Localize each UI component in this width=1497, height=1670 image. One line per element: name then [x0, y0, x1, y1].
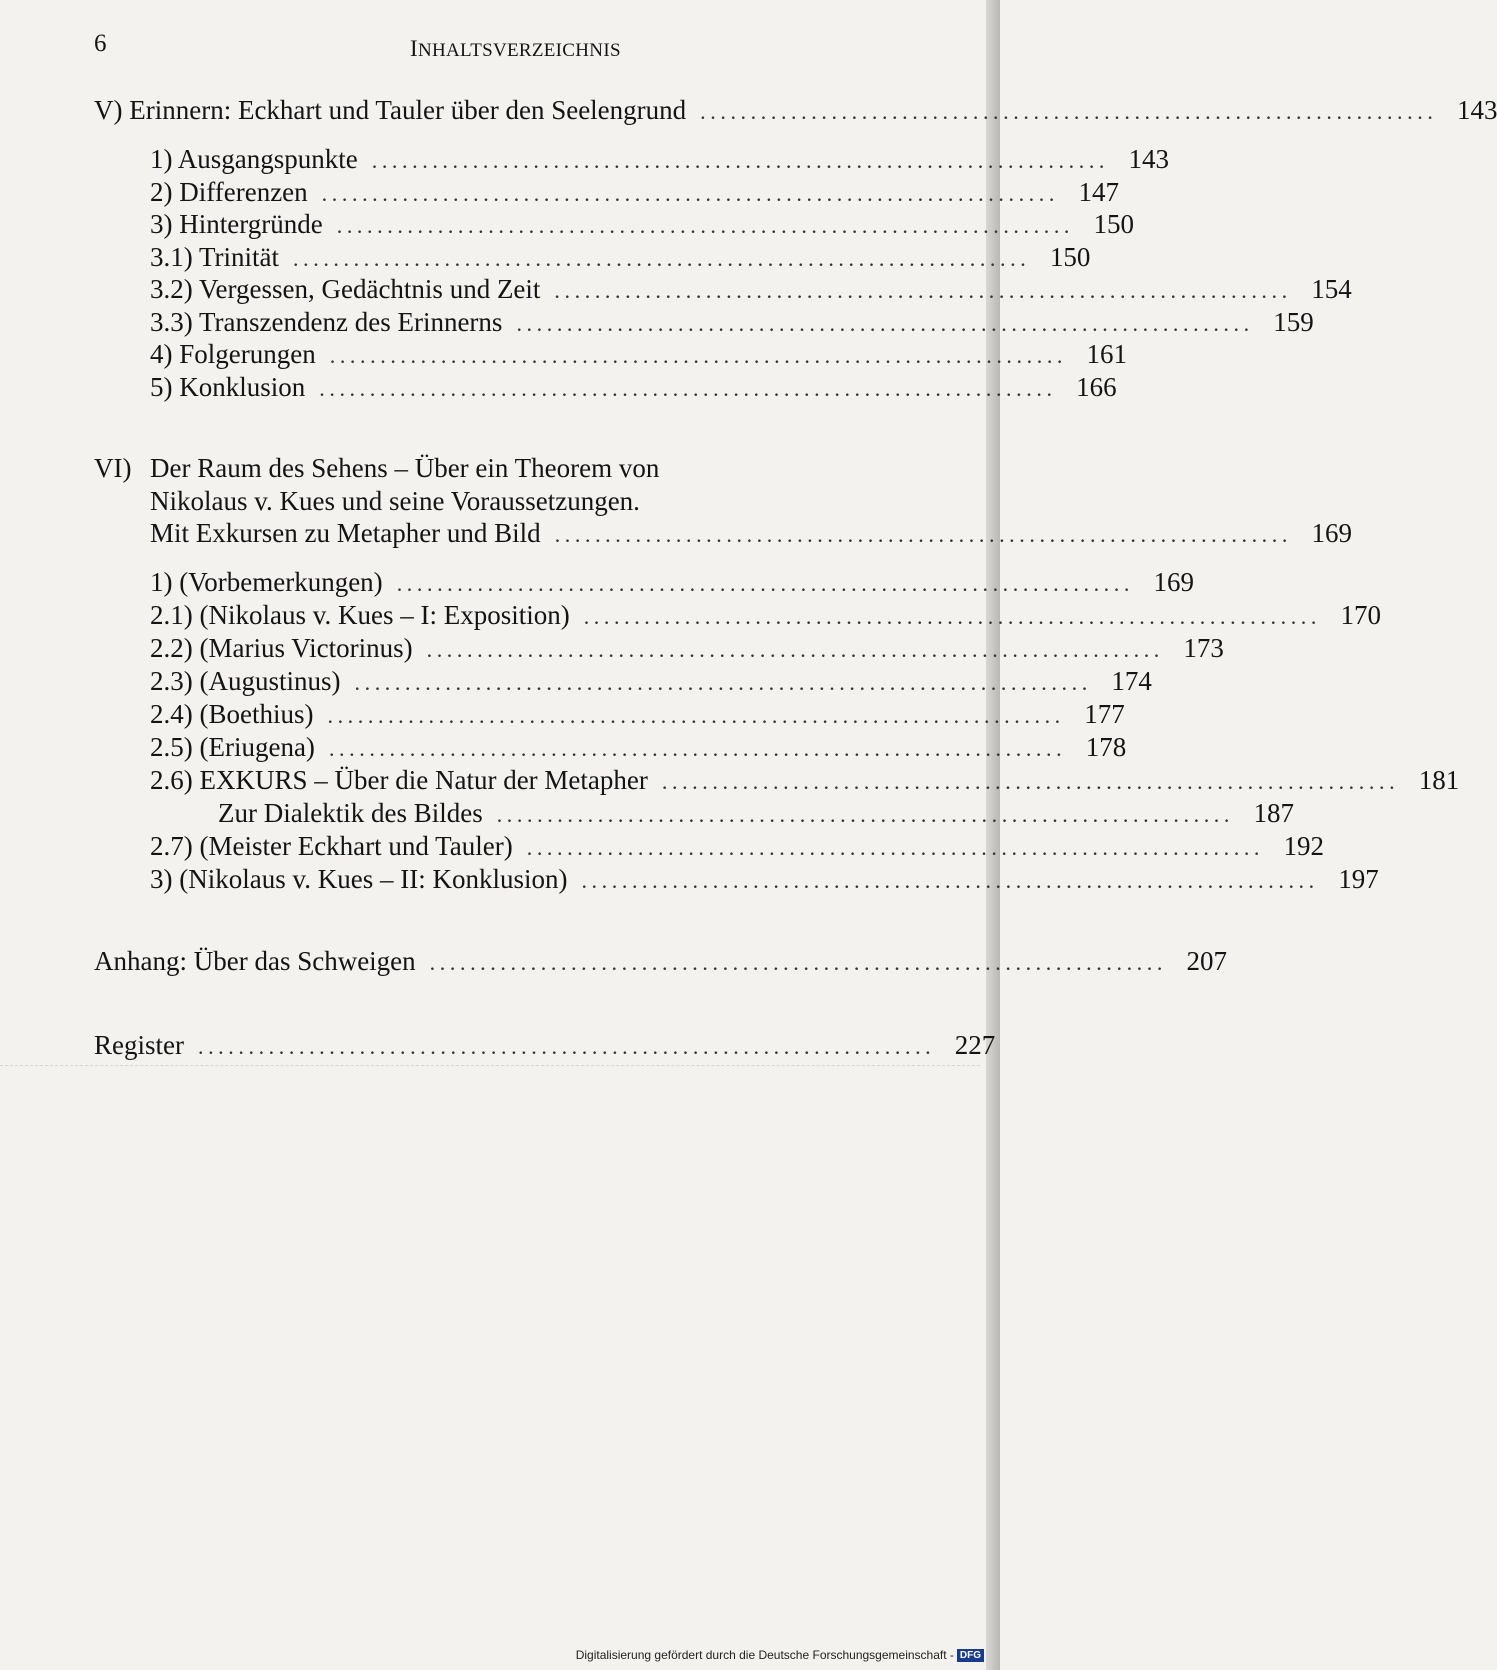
leader-dots: ......................................................................... [371, 148, 1110, 173]
toc-entry-title: Anhang: Über das Schweigen [94, 946, 416, 976]
toc-entry-title: 2.5) (Eriugena) [150, 732, 315, 762]
leader-dots: ......................................................................... [336, 213, 1075, 238]
toc-entry-chapter-6[interactable] [150, 515, 1352, 551]
toc-entry-page: 174 [1111, 666, 1152, 696]
toc-entry[interactable] [150, 239, 1091, 275]
toc-entry-page: 169 [1311, 518, 1352, 548]
toc-entry-page: 150 [1093, 209, 1135, 239]
toc-entry-page: 154 [1311, 274, 1352, 304]
running-title-rest: NHALTSVERZEICHNIS [417, 40, 621, 61]
toc-entry-title: 3) (Nikolaus v. Kues – II: Konklusion) [150, 864, 568, 894]
toc-entry-page: 147 [1078, 177, 1119, 207]
leader-dots: ......................................................................... [700, 99, 1438, 124]
leader-dots: ......................................................................... [581, 868, 1319, 893]
toc-entry[interactable] [150, 206, 1135, 242]
leader-dots: ......................................................................... [329, 343, 1068, 368]
toc-entry[interactable] [150, 597, 1382, 633]
toc-entry-page: 143 [1128, 144, 1170, 174]
leader-dots: ......................................................................... [197, 1034, 936, 1059]
toc-entry-title: Zur Dialektik des Bildes [218, 798, 483, 828]
toc-entry-title: 2.2) (Marius Victorinus) [150, 633, 413, 663]
toc-entry[interactable] [150, 861, 1379, 897]
toc-entry-page: 166 [1076, 372, 1117, 402]
toc-entry[interactable] [150, 762, 1460, 798]
toc-entry-appendix[interactable] [94, 943, 1227, 979]
toc-entry-register[interactable] [94, 1027, 996, 1063]
page-number: 6 [94, 30, 107, 57]
leader-dots: ......................................................................... [396, 571, 1134, 596]
toc-entry-title: 1) (Vorbemerkungen) [150, 567, 383, 597]
toc-entry[interactable] [150, 174, 1119, 210]
toc-entry[interactable] [150, 564, 1194, 600]
digitization-footer [576, 1648, 984, 1662]
toc-entry-page: 170 [1340, 600, 1382, 630]
toc-entry[interactable] [150, 369, 1117, 405]
leader-dots: ......................................................................... [321, 181, 1059, 206]
toc-entry-page: 181 [1418, 765, 1460, 795]
leader-dots: ......................................................................... [554, 278, 1292, 303]
leader-dots: ......................................................................... [327, 703, 1065, 728]
toc-entry-page: 192 [1283, 831, 1325, 861]
toc-entry[interactable] [150, 630, 1224, 666]
leader-dots: ......................................................................... [554, 522, 1292, 547]
toc-entry-title: Mit Exkursen zu Metapher und Bild [150, 518, 541, 548]
toc-entry[interactable] [218, 795, 1295, 831]
chapter-6-title-line-1: Der Raum des Sehens – Über ein Theorem von [150, 453, 660, 483]
leader-dots: ......................................................................... [583, 604, 1322, 629]
toc-entry-page: 161 [1086, 339, 1128, 369]
bleed-through-line [0, 1065, 980, 1066]
leader-dots: ......................................................................... [354, 670, 1092, 695]
toc-entry-page: 159 [1273, 307, 1314, 337]
chapter-6-numeral: VI) [94, 453, 132, 483]
toc-entry[interactable] [150, 663, 1152, 699]
toc-entry-page: 227 [954, 1030, 996, 1060]
toc-entry-title: 2.6) EXKURS – Über die Natur der Metapher [150, 765, 648, 795]
leader-dots: ......................................................................... [496, 802, 1235, 827]
toc-entry-title: V) Erinnern: Eckhart und Tauler über den Seelengrund [94, 95, 687, 125]
footer-text: Digitalisierung gefördert durch die Deutsche Forschungsgemeinschaft - [575, 1648, 954, 1662]
toc-entry-title: 2.4) (Boethius) [150, 699, 314, 729]
toc-entry[interactable] [150, 271, 1352, 307]
toc-entry-page: 178 [1085, 732, 1127, 762]
toc-entry-page: 207 [1186, 946, 1227, 976]
toc-entry-page: 187 [1253, 798, 1295, 828]
toc-entry[interactable] [150, 141, 1170, 177]
leader-dots: ......................................................................... [661, 769, 1400, 794]
running-title [410, 36, 621, 62]
toc-entry-page: 173 [1183, 633, 1224, 663]
leader-dots: ......................................................................... [526, 835, 1265, 860]
toc-entry-title: 4) Folgerungen [150, 339, 316, 369]
toc-entry-title: 2) Differenzen [150, 177, 308, 207]
toc-entry-page: 177 [1084, 699, 1125, 729]
toc-entry-page: 143 [1456, 95, 1497, 125]
toc-entry-page: 197 [1338, 864, 1379, 894]
toc-entry-title: 3.3) Transzendenz des Erinnerns [150, 307, 503, 337]
toc-entry-title: 2.7) (Meister Eckhart und Tauler) [150, 831, 513, 861]
toc-entry[interactable] [150, 336, 1128, 372]
toc-entry-title: 2.3) (Augustinus) [150, 666, 341, 696]
leader-dots: ......................................................................... [429, 950, 1167, 975]
toc-entry[interactable] [150, 729, 1127, 765]
toc-entry-title: 3) Hintergründe [150, 209, 323, 239]
toc-entry-title: Register [94, 1030, 184, 1060]
toc-entry[interactable] [150, 304, 1314, 340]
toc-entry-chapter-5[interactable] [94, 92, 1497, 128]
toc-entry-title: 3.1) Trinität [150, 242, 280, 272]
toc-entry[interactable] [150, 696, 1125, 732]
leader-dots: ......................................................................... [293, 246, 1031, 271]
toc-entry-page: 169 [1153, 567, 1194, 597]
leader-dots: ......................................................................... [516, 311, 1254, 336]
leader-dots: ......................................................................... [319, 376, 1057, 401]
dfg-logo: DFG [957, 1649, 984, 1662]
toc-entry-title: 5) Konklusion [150, 372, 306, 402]
running-title-initial: I [410, 36, 418, 61]
toc-entry[interactable] [150, 828, 1325, 864]
toc-entry-title: 3.2) Vergessen, Gedächtnis und Zeit [150, 274, 541, 304]
leader-dots: ......................................................................... [426, 637, 1164, 662]
toc-entry-title: 1) Ausgangspunkte [150, 144, 358, 174]
toc-entry-title: 2.1) (Nikolaus v. Kues – I: Exposition) [150, 600, 570, 630]
chapter-6-title-line-2: Nikolaus v. Kues und seine Voraussetzungen. [150, 486, 640, 516]
toc-entry-page: 150 [1049, 242, 1091, 272]
leader-dots: ......................................................................... [328, 736, 1067, 761]
